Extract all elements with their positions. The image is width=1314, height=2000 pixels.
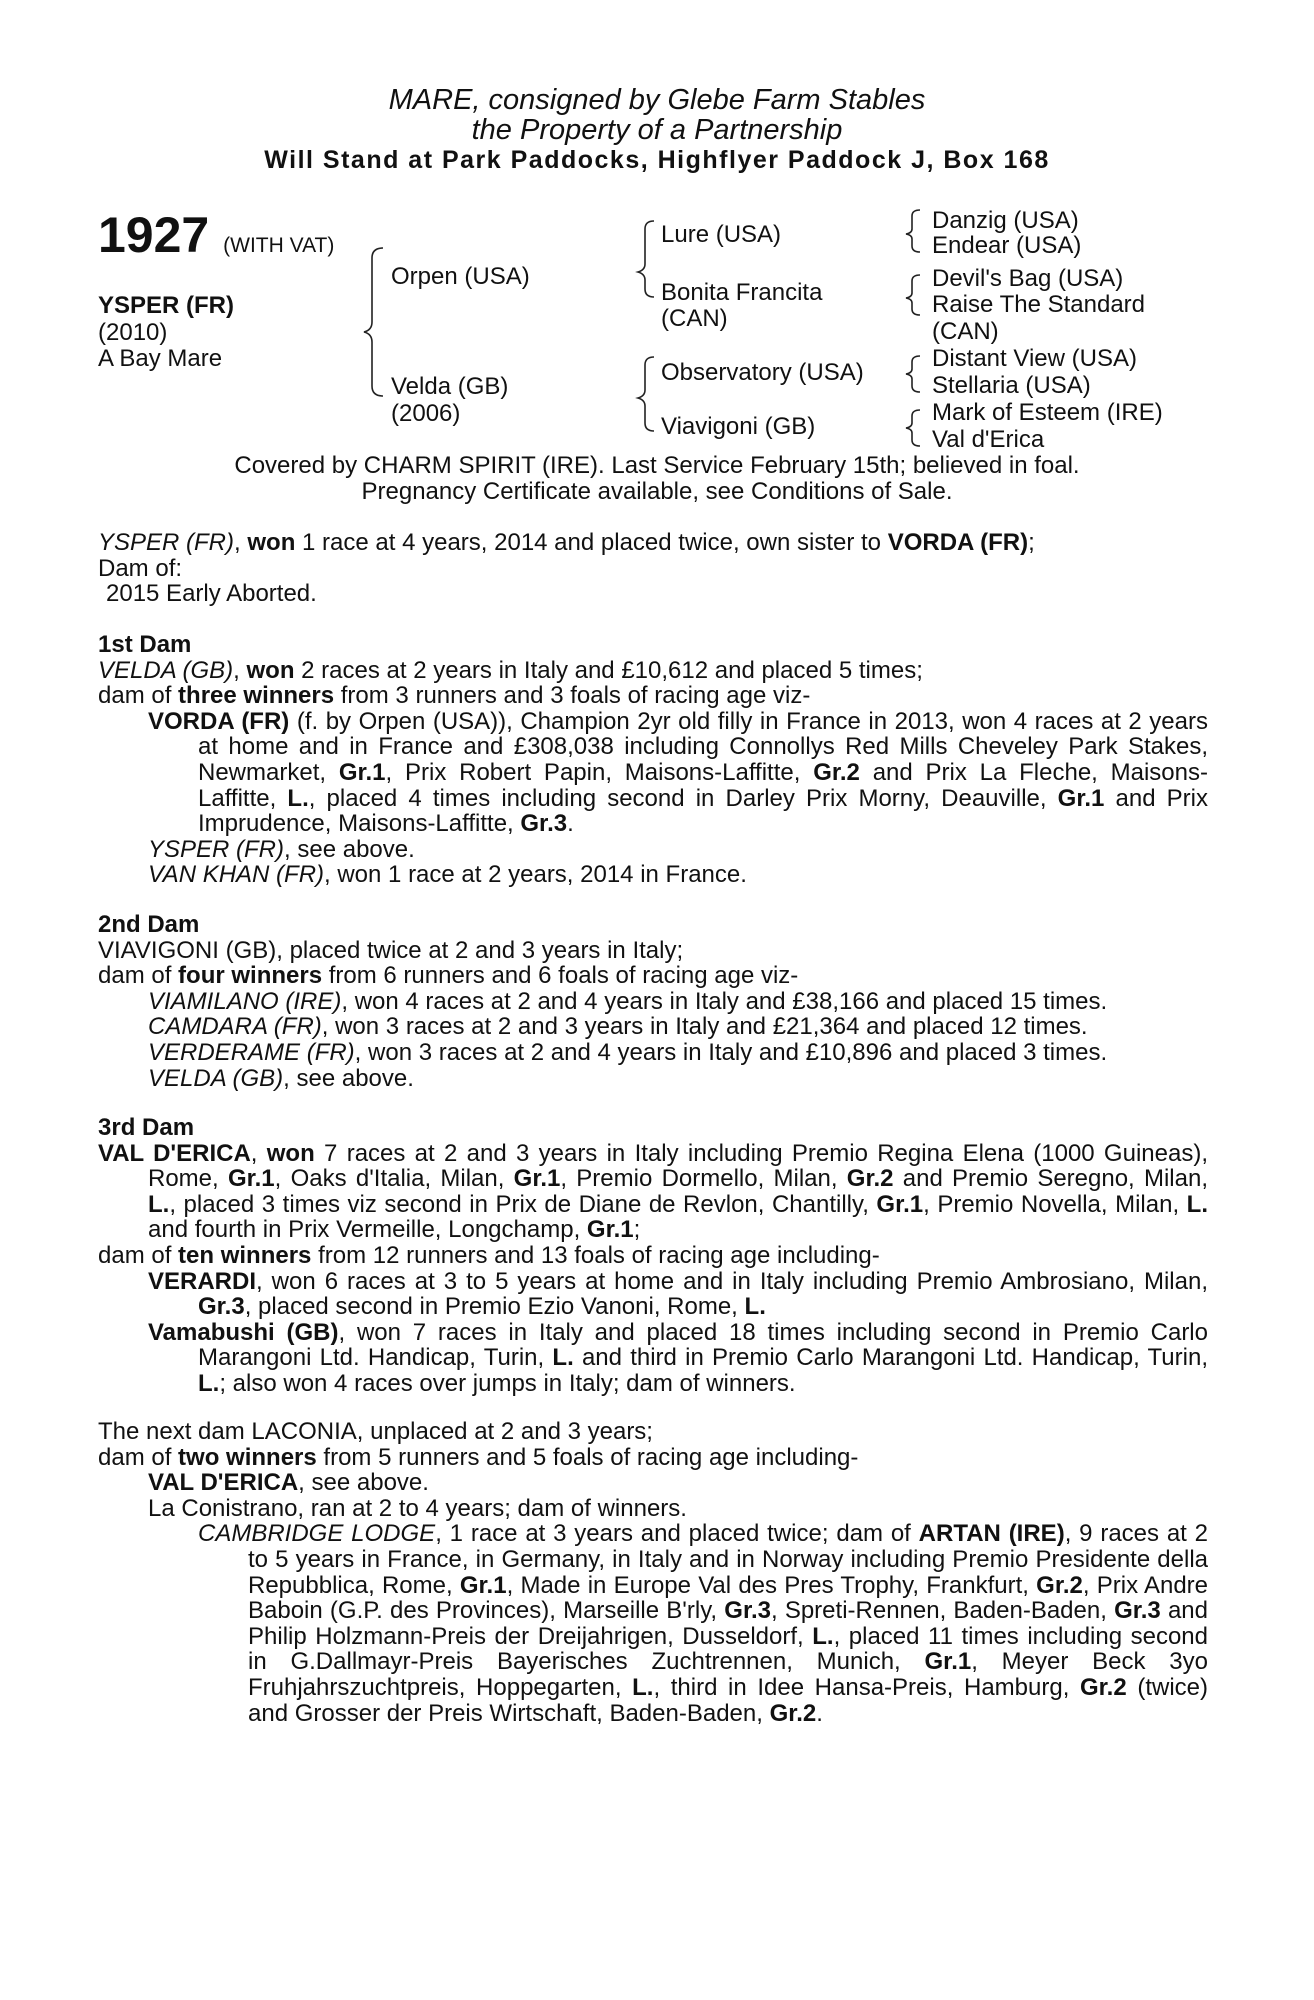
val-derica-text-3: , Premio Dormello, Milan, (560, 1165, 847, 1193)
camdara-text: , won 3 races at 2 and 3 years in Italy and £21,364 and placed 12 times. (321, 1013, 1088, 1041)
next-dam-dam-of-a: dam of (98, 1443, 179, 1471)
val-derica-text-7: and fourth in Prix Vermeille, Longchamp, (148, 1216, 587, 1244)
pedigree-sd-1: Bonita Francita (661, 279, 823, 306)
vorda-text-2: , Prix Robert Papin, Maisons-Laffitte, (385, 758, 814, 786)
next-dam-line-1: The next dam LACONIA, unplaced at 2 and 3 years; (98, 1418, 653, 1445)
cambridge-grade-7: L. (632, 1673, 654, 1701)
bracket-gen1 (364, 248, 383, 396)
header-line-1: MARE, consigned by Glebe Farm Stables (388, 84, 926, 116)
third-dam-dam-of-b: from 12 runners and 13 foals of racing age including- (311, 1241, 880, 1269)
lot-number-value: 1927 (98, 207, 210, 263)
pedigree-dsd: Stellaria (USA) (932, 372, 1091, 399)
first-dam-dam-of-b: from 3 runners and 3 foals of racing age viz- (334, 682, 811, 710)
header-line-3: Will Stand at Park Paddocks, Highflyer Paddock J, Box 168 (264, 146, 1050, 174)
velda-name: VELDA (GB) (148, 1064, 284, 1092)
verardi-name: VERARDI (148, 1267, 257, 1295)
verardi-grade-1: Gr.3 (198, 1293, 245, 1321)
val-derica-text-4: and Premio Seregno, Milan, (893, 1165, 1209, 1193)
pedigree-sdd-1: Raise The Standard (932, 291, 1146, 318)
vorda-name: VORDA (FR) (148, 707, 290, 735)
vankhan-name: VAN KHAN (FR) (148, 861, 325, 889)
val-derica-grade-3: Gr.2 (846, 1165, 894, 1193)
val-derica-grade-5: Gr.1 (876, 1190, 924, 1218)
verderame-name: VERDERAME (FR) (148, 1038, 355, 1066)
val-derica-grade-7: Gr.1 (586, 1216, 634, 1244)
pedigree-ssd: Endear (USA) (932, 232, 1082, 259)
first-dam-dam-of-a: dam of (98, 682, 179, 710)
cambridge-lodge-entry (98, 1521, 1208, 1726)
vorda-text-3: and Prix La Fleche, Maisons-Laffitte, (198, 758, 1208, 812)
pedigree-sds: Devil's Bag (USA) (932, 265, 1124, 292)
vorda-text-1: (f. by Orpen (USA)), Champion 2yr old filly in France in 2013, won 4 races at 2 years at home and in France and £308,038 including Connollys Red Mills Cheveley Park Stakes, Newmarket, (198, 707, 1208, 786)
verardi-text-2: , placed second in Premio Ezio Vanoni, Rome, (244, 1293, 745, 1321)
pedigree-sdd-2: (CAN) (932, 318, 999, 345)
viamilano-name: VIAMILANO (IRE) (148, 987, 342, 1015)
val-derica-grade-4: L. (148, 1190, 170, 1218)
vamabushi-name: Vamabushi (GB) (148, 1318, 339, 1346)
horse-description: A Bay Mare (98, 345, 223, 372)
bracket-dd (906, 410, 920, 446)
verderame-entry (98, 1040, 1208, 1066)
val-derica-name: VAL D'ERICA (98, 1139, 251, 1167)
pedigree-sss: Danzig (USA) (932, 207, 1079, 234)
intro-sister: VORDA (FR) (887, 529, 1029, 556)
pedigree-dam: Velda (GB) (391, 373, 509, 400)
third-dam-winners: ten winners (178, 1241, 312, 1269)
next-dam-section (98, 1419, 1208, 1726)
first-dam-heading: 1st Dam (98, 631, 192, 658)
pedigree-sd-2: (CAN) (661, 305, 728, 332)
cambridge-text-9: , third in Idee Hansa-Preis, Hamburg, (653, 1673, 1080, 1701)
next-dam-winners: two winners (178, 1443, 317, 1471)
bracket-sire (638, 221, 654, 297)
cambridge-grade-3: Gr.3 (724, 1597, 771, 1625)
cambridge-text-2: , 9 races at 2 to 5 years in France, in Germany, in Italy and in Norway including Premio Presidente della Repubblica, Rome, (248, 1520, 1208, 1599)
val-derica-grade-2: Gr.1 (513, 1165, 561, 1193)
intro-text: 1 race at 4 years, 2014 and placed twice, own sister to (295, 529, 888, 556)
cambridge-text-1: , 1 race at 3 years and placed twice; dam of (435, 1520, 919, 1548)
pedigree-dam-year: (2006) (391, 400, 461, 427)
vamabushi-text-2: and third in Premio Carlo Marangoni Ltd. Handicap, Turin, (573, 1344, 1208, 1372)
val-derica-text-2: , Oaks d'Italia, Milan, (274, 1165, 514, 1193)
next-dam-dam-of-b: from 5 runners and 5 foals of racing age including- (316, 1443, 859, 1471)
cambridge-grade-6: Gr.1 (924, 1648, 972, 1676)
pedigree-dd: Viavigoni (GB) (661, 413, 816, 440)
pedigree-sire: Orpen (USA) (391, 263, 530, 290)
cambridge-text-10: (twice) and Grosser der Preis Wirtschaft, Baden-Baden, (248, 1673, 1208, 1727)
vankhan-text: , won 1 race at 2 years, 2014 in France. (324, 861, 747, 889)
vorda-grade-1: Gr.1 (338, 758, 386, 786)
third-dam-heading: 3rd Dam (98, 1114, 195, 1141)
ysper-name: YSPER (FR) (148, 835, 285, 863)
first-dam-name: VELDA (GB) (98, 656, 234, 684)
verardi-entry (98, 1269, 1208, 1320)
cambridge-grade-4: Gr.3 (1114, 1597, 1161, 1625)
pedigree-ds: Observatory (USA) (661, 359, 864, 386)
ysper-entry (98, 837, 1208, 863)
artan-name: ARTAN (IRE) (918, 1520, 1065, 1548)
vorda-grade-5: Gr.3 (520, 810, 568, 838)
cambridge-text-11: . (816, 1699, 823, 1727)
pedigree-brackets (0, 0, 1314, 460)
velda-entry (98, 1066, 1208, 1092)
cambridge-text-4: , Prix Andre Baboin (G.P. des Provinces), Marseille B'rly, (248, 1571, 1209, 1625)
val-derica-text-1: 7 races at 2 and 3 years in Italy including Premio Regina Elena (1000 Guineas), Rome, (148, 1139, 1208, 1193)
cambridge-text-7: , placed 11 times including second in G.Dallmayr-Preis Bayerisches Zuchtrennen, Munich, (248, 1622, 1209, 1676)
first-dam-text: 2 races at 2 years in Italy and £10,612 and placed 5 times; (294, 656, 923, 684)
next-val-entry (98, 1470, 1208, 1496)
val-derica-text-8: ; (633, 1216, 641, 1244)
vamabushi-entry (98, 1320, 1208, 1397)
bracket-dam (638, 357, 654, 431)
pedigree-ddd: Val d'Erica (932, 426, 1045, 453)
val-derica-text-5: , placed 3 times viz second in Prix de Diane de Revlon, Chantilly, (169, 1190, 877, 1218)
cambridge-grade-8: Gr.2 (1080, 1673, 1127, 1701)
cambridge-text-5: , Spreti-Rennen, Baden-Baden, (770, 1597, 1115, 1625)
val-derica-entry: VAL D'ERICA, won 7 races at 2 and 3 years in Italy including Premio Regina Elena (1000 Guineas), Rome, Gr.1, Oaks d'Italia, Milan, Gr.1, Premio Dormello, Milan, Gr.2 and Premio Seregno, Milan, L., placed 3 times viz second in Prix de Diane de Revlon, Chantilly, Gr.1, Premio Novella, Milan, L. and fourth in Prix Vermeille, Longchamp, Gr.1; (98, 1139, 1209, 1244)
bracket-sd (906, 275, 920, 315)
cambridge-lodge-name: CAMBRIDGE LODGE (198, 1520, 436, 1548)
vamabushi-text-3: ; also won 4 races over jumps in Italy; dam of winners. (219, 1369, 796, 1397)
intro-section: YSPER (FR), won 1 race at 4 years, 2014 and placed twice, own sister to VORDA (FR); Dam of: 2015 Early Aborted. (98, 530, 1208, 607)
val-derica-text-6: , Premio Novella, Milan, (923, 1190, 1187, 1218)
first-dam-winners: three winners (178, 682, 335, 710)
vamabushi-grade-1: L. (552, 1344, 574, 1372)
cambridge-grade-1: Gr.1 (459, 1571, 507, 1599)
pedigree-ss: Lure (USA) (661, 221, 782, 248)
cambridge-text-3: , Made in Europe Val des Pres Trophy, Frankfurt, (506, 1571, 1037, 1599)
cambridge-text-8: , Meyer Beck 3yo Fruhjahrszuchtpreis, Hoppegarten, (248, 1648, 1208, 1701)
intro-produce: 2015 Early Aborted. (106, 580, 317, 608)
camdara-entry (98, 1014, 1208, 1040)
next-val-text: , see above. (298, 1469, 429, 1497)
intro-end: ; (1028, 529, 1035, 556)
verardi-grade-2: L. (744, 1293, 766, 1321)
second-dam-heading: 2nd Dam (98, 911, 200, 938)
cambridge-grade-2: Gr.2 (1036, 1571, 1083, 1599)
verardi-text-1: , won 6 races at 3 to 5 years at home and in Italy including Premio Ambrosiano, Milan, (256, 1267, 1208, 1295)
val-derica-grade-6: L. (1186, 1190, 1208, 1218)
second-dam-dam-of-a: dam of (98, 962, 179, 990)
second-dam-dam-of-b: from 6 runners and 6 foals of racing age viz- (322, 962, 799, 990)
horse-year: (2010) (98, 319, 168, 346)
camdara-name: CAMDARA (FR) (148, 1013, 322, 1041)
cambridge-grade-5: L. (812, 1622, 834, 1650)
pedigree-dds: Mark of Esteem (IRE) (932, 399, 1163, 426)
covered-line-1: Covered by CHARM SPIRIT (IRE). Last Service February 15th; believed in foal. (234, 452, 1080, 479)
vat-label: (WITH VAT) (223, 234, 335, 257)
next-val-name: VAL D'ERICA (148, 1469, 299, 1497)
second-dam-line-1: VIAVIGONI (GB), placed twice at 2 and 3 years in Italy; (98, 936, 684, 964)
viamilano-entry (98, 989, 1208, 1015)
velda-text: , see above. (283, 1064, 414, 1092)
val-derica-won: won (266, 1139, 315, 1167)
vamabushi-text-1: , won 7 races in Italy and placed 18 times including second in Premio Carlo Marangoni Ltd. Handicap, Turin, (198, 1318, 1208, 1372)
vorda-grade-2: Gr.2 (813, 758, 860, 786)
verderame-text: , won 3 races at 2 and 4 years in Italy and £10,896 and placed 3 times. (354, 1038, 1108, 1066)
intro-dam-of: Dam of: (98, 554, 183, 582)
pedigree-dss: Distant View (USA) (932, 345, 1137, 372)
viamilano-text: , won 4 races at 2 and 4 years in Italy and £38,166 and placed 15 times. (341, 987, 1108, 1015)
intro-won: won (247, 529, 296, 556)
vorda-text-5: and Prix Imprudence, Maisons-Laffitte, (198, 784, 1209, 838)
bracket-ss (906, 210, 920, 252)
covered-line-2: Pregnancy Certificate available, see Conditions of Sale. (361, 478, 953, 505)
cambridge-grade-9: Gr.2 (769, 1699, 817, 1727)
vamabushi-grade-2: L. (198, 1369, 220, 1397)
vorda-grade-3: L. (287, 784, 309, 812)
vorda-grade-4: Gr.1 (1057, 784, 1105, 812)
header-line-2: the Property of a Partnership (471, 114, 843, 146)
cambridge-text-6: and Philip Holzmann-Preis der Dreijahrigen, Dusseldorf, (248, 1597, 1209, 1650)
vorda-text-6: . (567, 810, 574, 838)
first-dam-section: 1st Dam VELDA (GB), won 2 races at 2 years in Italy and £10,612 and placed 5 times; dam of three winners from 3 runners and 3 foals of racing age viz- VORDA (FR) (f. by Orpen (USA)), Champion 2yr old filly in France in 2013, won 4 races at 2 years at home and in France and £308,038 including Connollys Red Mills Cheveley Park Stakes, Newmarket, Gr.1, Prix Robert Papin, Maisons-Laffitte, Gr.2 and Prix La Fleche, Maisons-Laffitte, L., placed 4 times including second in Darley Prix Morny, Deauville, Gr.1 and Prix Imprudence, Maisons-Laffitte, Gr.3. YSPER (FR), see above. VAN KHAN (FR), won 1 race at 2 years, 2014 in France. (98, 631, 1209, 889)
third-dam-dam-of-a: dam of (98, 1241, 179, 1269)
horse-name: YSPER (FR) (98, 292, 235, 319)
val-derica-grade-1: Gr.1 (227, 1165, 275, 1193)
intro-name: YSPER (FR) (98, 529, 235, 556)
bracket-ds (906, 356, 920, 392)
vankhan-entry (98, 862, 1208, 888)
first-dam-won: won (246, 656, 295, 684)
second-dam-section (98, 912, 1208, 1091)
conistrano-entry: La Conistrano, ran at 2 to 4 years; dam of winners. (148, 1494, 687, 1522)
vorda-entry (98, 709, 1208, 837)
vorda-text-4: , placed 4 times including second in Darley Prix Morny, Deauville, (308, 784, 1058, 812)
second-dam-winners: four winners (178, 962, 323, 990)
ysper-text: , see above. (284, 835, 415, 863)
third-dam-section (98, 1115, 1208, 1397)
